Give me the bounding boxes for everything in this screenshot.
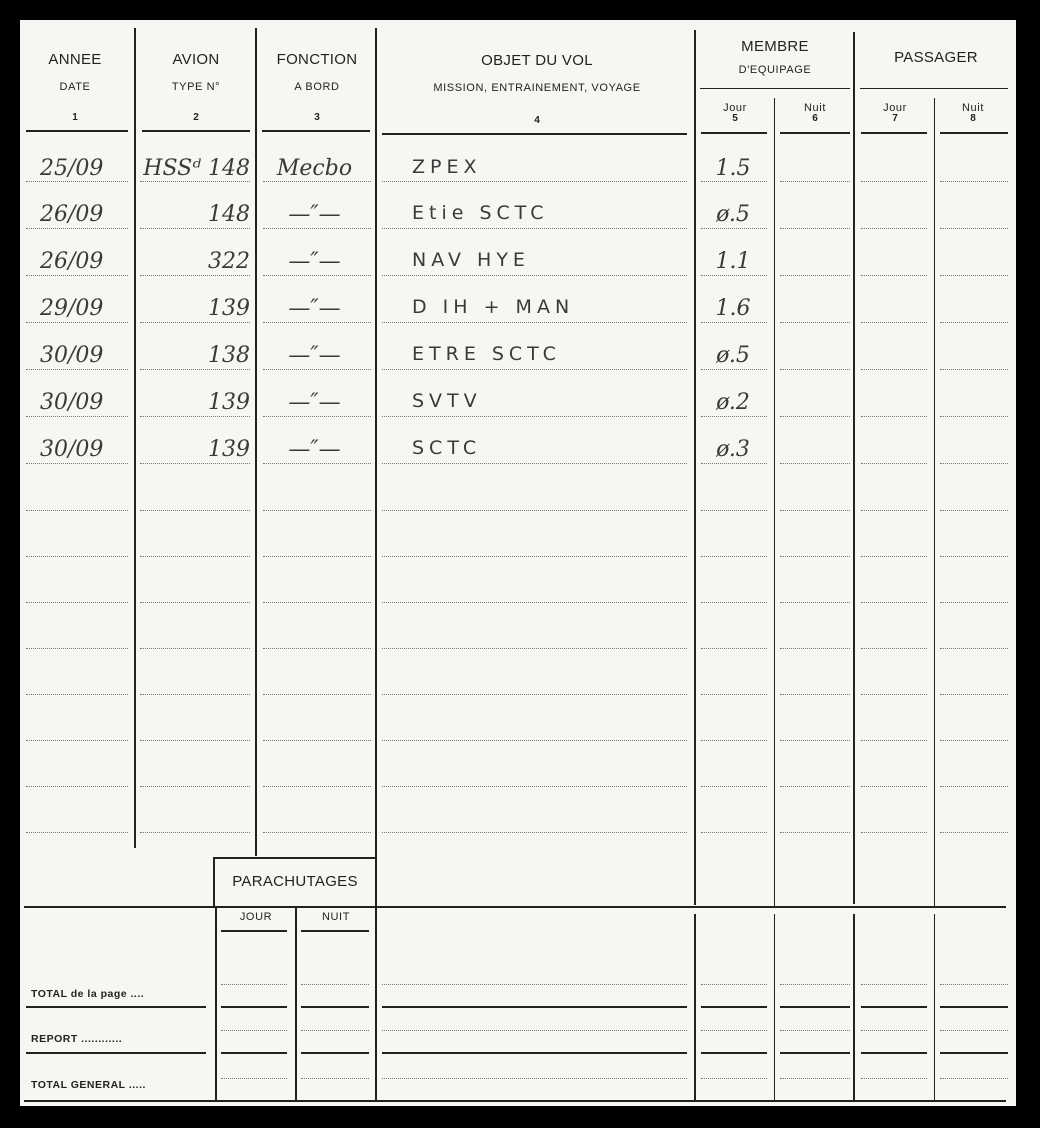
- dotted-row-line: [382, 786, 687, 787]
- header-nuit-6: Nuit: [804, 102, 826, 114]
- header-rule-7: [861, 132, 927, 134]
- entry-objet: ETRE SCTC: [412, 343, 561, 365]
- entry-objet: D IH + MAN: [412, 296, 575, 318]
- dotted-row-line: [263, 275, 371, 276]
- entry-jour: 1.5: [715, 156, 751, 181]
- total-page-rule-c: [301, 1006, 369, 1008]
- dotted-row-line: [780, 602, 850, 603]
- parachutages-nuit: NUIT: [321, 911, 351, 923]
- dotted-row-line: [861, 648, 927, 649]
- entry-objet: ZPEX: [412, 156, 482, 178]
- header-rule-8: [940, 132, 1008, 134]
- entry-jour: ø.2: [716, 390, 750, 415]
- footer-dotted-line: [301, 984, 369, 985]
- dotted-row-line: [263, 463, 371, 464]
- entry-fonction: —″—: [288, 343, 341, 368]
- footer-dotted-line: [701, 984, 767, 985]
- dotted-row-line: [382, 181, 687, 182]
- dotted-row-line: [382, 228, 687, 229]
- dotted-row-line: [940, 556, 1008, 557]
- entry-fonction: —″—: [288, 249, 341, 274]
- parachutages-box: [213, 857, 377, 907]
- dotted-row-line: [861, 832, 927, 833]
- dotted-row-line: [263, 181, 371, 182]
- dotted-row-line: [780, 416, 850, 417]
- dotted-row-line: [861, 416, 927, 417]
- footer-divider-d: [694, 914, 696, 1102]
- header-jour-5: Jour: [723, 102, 747, 114]
- total-general-label: TOTAL GENERAL .....: [31, 1079, 146, 1091]
- entry-avion: 148: [208, 202, 250, 227]
- dotted-row-line: [940, 602, 1008, 603]
- header-rule-5: [701, 132, 767, 134]
- entry-avion: 139: [208, 296, 250, 321]
- dotted-row-line: [940, 275, 1008, 276]
- header-num-8: 8: [970, 113, 976, 124]
- dotted-row-line: [26, 648, 128, 649]
- header-rule-1: [26, 130, 128, 132]
- footer-dotted-line: [301, 1030, 369, 1031]
- footer-divider-f: [853, 914, 855, 1102]
- dotted-row-line: [780, 369, 850, 370]
- dotted-row-line: [140, 416, 250, 417]
- dotted-row-line: [26, 694, 128, 695]
- col-divider-5: [774, 98, 775, 906]
- col-divider-3: [375, 28, 377, 858]
- entry-jour: 1.1: [715, 249, 751, 274]
- dotted-row-line: [263, 740, 371, 741]
- footer-dotted-line: [780, 1078, 850, 1079]
- dotted-row-line: [382, 416, 687, 417]
- col-divider-7: [934, 98, 935, 906]
- dotted-row-line: [780, 510, 850, 511]
- entry-avion: 322: [208, 249, 250, 274]
- footer-dotted-line: [382, 984, 687, 985]
- header-fonction: FONCTION: [276, 51, 358, 68]
- header-nuit-8: Nuit: [962, 102, 984, 114]
- dotted-row-line: [940, 832, 1008, 833]
- dotted-row-line: [263, 510, 371, 511]
- dotted-row-line: [861, 322, 927, 323]
- dotted-row-line: [140, 786, 250, 787]
- header-rule-4: [382, 133, 687, 135]
- header-date: DATE: [59, 81, 91, 93]
- entry-date: 30/09: [40, 390, 104, 415]
- footer-bottom-rule: [24, 1100, 1006, 1102]
- dotted-row-line: [26, 369, 128, 370]
- report-rule-f: [780, 1052, 850, 1054]
- dotted-row-line: [701, 602, 767, 603]
- dotted-row-line: [263, 694, 371, 695]
- header-rule-3: [262, 130, 370, 132]
- dotted-row-line: [780, 648, 850, 649]
- header-num-1: 1: [72, 112, 78, 123]
- dotted-row-line: [26, 228, 128, 229]
- dotted-row-line: [701, 648, 767, 649]
- entry-jour: ø.3: [716, 437, 750, 462]
- footer-divider-b: [295, 906, 297, 1102]
- dotted-row-line: [861, 510, 927, 511]
- dotted-row-line: [26, 602, 128, 603]
- col-divider-6: [853, 32, 855, 904]
- total-page-rule-e: [701, 1006, 767, 1008]
- header-membre: MEMBRE: [741, 38, 809, 55]
- header-rule-2: [142, 130, 250, 132]
- dotted-row-line: [140, 556, 250, 557]
- entry-jour: ø.5: [716, 343, 750, 368]
- entry-avion: 139: [208, 437, 250, 462]
- header-objet: OBJET DU VOL: [481, 52, 593, 69]
- dotted-row-line: [382, 369, 687, 370]
- dotted-row-line: [140, 275, 250, 276]
- dotted-row-line: [263, 832, 371, 833]
- dotted-row-line: [940, 322, 1008, 323]
- dotted-row-line: [263, 369, 371, 370]
- entry-avion: HSSᵈ 148: [143, 156, 250, 181]
- dotted-row-line: [263, 556, 371, 557]
- footer-dotted-line: [221, 1030, 287, 1031]
- total-page-rule-b: [221, 1006, 287, 1008]
- dotted-row-line: [780, 694, 850, 695]
- footer-dotted-line: [221, 984, 287, 985]
- dotted-row-line: [382, 602, 687, 603]
- header-passager: PASSAGER: [894, 49, 978, 66]
- header-num-4: 4: [534, 115, 540, 126]
- dotted-row-line: [140, 463, 250, 464]
- header-num-6: 6: [812, 113, 818, 124]
- dotted-row-line: [382, 322, 687, 323]
- dotted-row-line: [382, 740, 687, 741]
- dotted-row-line: [780, 463, 850, 464]
- dotted-row-line: [861, 463, 927, 464]
- header-a-bord: A BORD: [294, 81, 340, 93]
- dotted-row-line: [263, 648, 371, 649]
- dotted-row-line: [382, 694, 687, 695]
- footer-divider-a: [215, 906, 217, 1102]
- dotted-row-line: [861, 181, 927, 182]
- dotted-row-line: [861, 556, 927, 557]
- total-page-rule-a: [26, 1006, 206, 1008]
- dotted-row-line: [780, 181, 850, 182]
- entry-fonction: Mecbo: [276, 156, 353, 181]
- dotted-row-line: [140, 510, 250, 511]
- report-rule-h: [940, 1052, 1008, 1054]
- dotted-row-line: [861, 740, 927, 741]
- dotted-row-line: [26, 463, 128, 464]
- total-page-rule-f: [780, 1006, 850, 1008]
- dotted-row-line: [26, 786, 128, 787]
- dotted-row-line: [701, 832, 767, 833]
- dotted-row-line: [140, 369, 250, 370]
- dotted-row-line: [140, 832, 250, 833]
- entry-date: 26/09: [40, 249, 104, 274]
- dotted-row-line: [263, 602, 371, 603]
- footer-dotted-line: [701, 1030, 767, 1031]
- total-page-rule-h: [940, 1006, 1008, 1008]
- col-divider-4: [694, 30, 696, 905]
- dotted-row-line: [140, 322, 250, 323]
- dotted-row-line: [780, 740, 850, 741]
- dotted-row-line: [382, 832, 687, 833]
- dotted-row-line: [140, 228, 250, 229]
- dotted-row-line: [140, 181, 250, 182]
- footer-dotted-line: [940, 1078, 1008, 1079]
- parachutages-jour: JOUR: [239, 911, 273, 923]
- dotted-row-line: [780, 275, 850, 276]
- dotted-row-line: [701, 322, 767, 323]
- report-label: REPORT ............: [31, 1033, 123, 1045]
- footer-dotted-line: [861, 1030, 927, 1031]
- dotted-row-line: [701, 740, 767, 741]
- dotted-row-line: [701, 556, 767, 557]
- parachutages-title: PARACHUTAGES: [232, 873, 358, 890]
- dotted-row-line: [861, 275, 927, 276]
- entry-date: 25/09: [40, 156, 104, 181]
- report-rule-a: [26, 1052, 206, 1054]
- dotted-row-line: [861, 228, 927, 229]
- dotted-row-line: [861, 694, 927, 695]
- report-rule-g: [861, 1052, 927, 1054]
- header-rule-6: [780, 132, 850, 134]
- header-num-5: 5: [732, 113, 738, 124]
- footer-divider-g: [934, 914, 935, 1102]
- header-num-7: 7: [892, 113, 898, 124]
- header-avion: AVION: [172, 51, 220, 68]
- entry-jour: ø.5: [716, 202, 750, 227]
- header-jour-7: Jour: [883, 102, 907, 114]
- dotted-row-line: [780, 322, 850, 323]
- dotted-row-line: [701, 181, 767, 182]
- entry-fonction: —″—: [288, 202, 341, 227]
- dotted-row-line: [940, 181, 1008, 182]
- dotted-row-line: [382, 556, 687, 557]
- footer-dotted-line: [940, 984, 1008, 985]
- dotted-row-line: [780, 832, 850, 833]
- dotted-row-line: [701, 510, 767, 511]
- dotted-row-line: [940, 694, 1008, 695]
- dotted-row-line: [140, 694, 250, 695]
- entry-fonction: —″—: [288, 296, 341, 321]
- dotted-row-line: [940, 416, 1008, 417]
- footer-dotted-line: [861, 984, 927, 985]
- report-rule-d: [382, 1052, 687, 1054]
- total-page-rule-d: [382, 1006, 687, 1008]
- footer-dotted-line: [780, 984, 850, 985]
- dotted-row-line: [140, 648, 250, 649]
- dotted-row-line: [26, 556, 128, 557]
- entry-jour: 1.6: [715, 296, 751, 321]
- dotted-row-line: [140, 740, 250, 741]
- dotted-row-line: [382, 510, 687, 511]
- logbook-page: [20, 20, 1016, 1106]
- dotted-row-line: [701, 369, 767, 370]
- dotted-row-line: [701, 416, 767, 417]
- dotted-row-line: [382, 648, 687, 649]
- dotted-row-line: [26, 740, 128, 741]
- report-rule-c: [301, 1052, 369, 1054]
- dotted-row-line: [263, 786, 371, 787]
- col-divider-2: [255, 28, 257, 856]
- dotted-row-line: [701, 275, 767, 276]
- entry-avion: 139: [208, 390, 250, 415]
- dotted-row-line: [26, 322, 128, 323]
- dotted-row-line: [263, 416, 371, 417]
- footer-dotted-line: [382, 1078, 687, 1079]
- dotted-row-line: [940, 786, 1008, 787]
- parachutages-nuit-rule: [301, 930, 369, 932]
- footer-dotted-line: [301, 1078, 369, 1079]
- footer-dotted-line: [861, 1078, 927, 1079]
- entry-fonction: —″—: [288, 390, 341, 415]
- dotted-row-line: [701, 786, 767, 787]
- footer-dotted-line: [780, 1030, 850, 1031]
- dotted-row-line: [940, 740, 1008, 741]
- entry-objet: SVTV: [412, 390, 482, 412]
- dotted-row-line: [26, 510, 128, 511]
- header-rule-membre: [700, 88, 850, 89]
- report-rule-b: [221, 1052, 287, 1054]
- dotted-row-line: [26, 181, 128, 182]
- footer-dotted-line: [221, 1078, 287, 1079]
- dotted-row-line: [940, 228, 1008, 229]
- footer-dotted-line: [940, 1030, 1008, 1031]
- header-equipage: D'EQUIPAGE: [738, 64, 812, 76]
- header-type: TYPE N°: [171, 81, 221, 93]
- header-num-3: 3: [314, 112, 320, 123]
- dotted-row-line: [861, 786, 927, 787]
- total-page-rule-g: [861, 1006, 927, 1008]
- dotted-row-line: [780, 786, 850, 787]
- dotted-row-line: [940, 463, 1008, 464]
- footer-top-rule: [24, 906, 1006, 908]
- dotted-row-line: [701, 694, 767, 695]
- dotted-row-line: [861, 369, 927, 370]
- dotted-row-line: [26, 832, 128, 833]
- footer-dotted-line: [701, 1078, 767, 1079]
- entry-avion: 138: [208, 343, 250, 368]
- footer-dotted-line: [382, 1030, 687, 1031]
- entry-objet: NAV HYE: [412, 249, 530, 271]
- entry-objet: Etie SCTC: [412, 202, 549, 224]
- dotted-row-line: [780, 228, 850, 229]
- dotted-row-line: [940, 648, 1008, 649]
- entry-date: 29/09: [40, 296, 104, 321]
- dotted-row-line: [861, 602, 927, 603]
- total-page-label: TOTAL de la page ....: [31, 988, 145, 1000]
- dotted-row-line: [382, 463, 687, 464]
- header-annee: ANNEE: [48, 51, 102, 68]
- footer-divider-e: [774, 914, 775, 1102]
- entry-date: 30/09: [40, 343, 104, 368]
- header-rule-passager: [860, 88, 1008, 89]
- dotted-row-line: [26, 416, 128, 417]
- dotted-row-line: [140, 602, 250, 603]
- dotted-row-line: [940, 510, 1008, 511]
- dotted-row-line: [263, 322, 371, 323]
- entry-fonction: —″—: [288, 437, 341, 462]
- dotted-row-line: [940, 369, 1008, 370]
- footer-divider-c: [375, 906, 377, 1102]
- dotted-row-line: [382, 275, 687, 276]
- dotted-row-line: [26, 275, 128, 276]
- dotted-row-line: [780, 556, 850, 557]
- dotted-row-line: [263, 228, 371, 229]
- header-num-2: 2: [193, 112, 199, 123]
- parachutages-jour-rule: [221, 930, 287, 932]
- entry-objet: SCTC: [412, 437, 482, 459]
- dotted-row-line: [701, 228, 767, 229]
- header-mission: MISSION, ENTRAINEMENT, VOYAGE: [433, 82, 641, 94]
- dotted-row-line: [701, 463, 767, 464]
- entry-date: 26/09: [40, 202, 104, 227]
- report-rule-e: [701, 1052, 767, 1054]
- entry-date: 30/09: [40, 437, 104, 462]
